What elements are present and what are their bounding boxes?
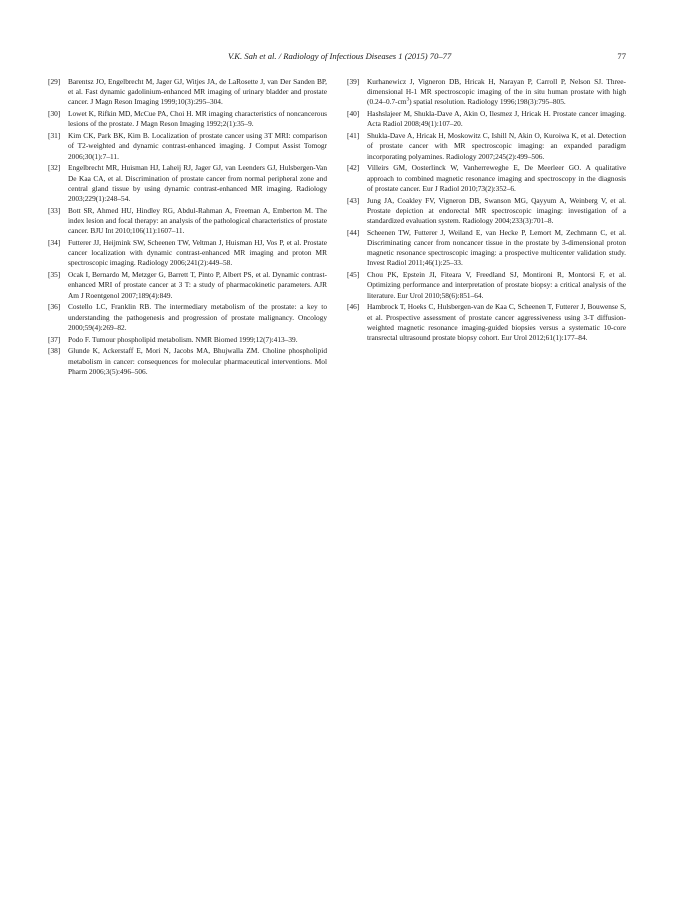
reference-number: [34] [48, 238, 61, 248]
reference-text: Barentsz JO, Engelbrecht M, Jager GJ, Witjes JA, de LaRosette J, van Der Sanden BP, et al. Fast dynamic gadolinium-enhanced MR imaging of urinary bladder and prostate cancer. J Magn Reson Imaging 1999;10(3):295–304. [68, 77, 327, 107]
reference-text: Jung JA, Coakley FV, Vigneron DB, Swanson MG, Qayyum A, Weinberg V, et al. Prostate depiction at endorectal MR spectroscopic imaging: investigation of a standardized evaluation system. Radiology 2004;233(3):701–8. [367, 195, 626, 226]
reference-text: Scheenen TW, Futterer J, Weiland E, van Hecke P, Lemort M, Zechmann C, et al. Discriminating cancer from noncancer tissue in the prostate by 3-dimensional proton magnetic resonance spectroscopic imaging: a prospective multicenter validation study. Invest Radiol 2011;46(1):25–33. [367, 227, 626, 268]
reference-text: Futterer JJ, Heijmink SW, Scheenen TW, Veltman J, Huisman HJ, Vos P, et al. Prostate cancer localization with dynamic contrast-enhanced MR imaging and proton MR spectroscopic imaging. Radiology 2006;241(2):449–58. [68, 238, 327, 268]
reference-text: Shukla-Dave A, Hricak H, Moskowitz C, Ishill N, Akin O, Kuroiwa K, et al. Detection of prostate cancer with MR spectroscopic imaging: an expanded paradigm incorporating polyamines. Radiology 2007;245(2):499–506. [367, 131, 626, 161]
reference-item [48, 163, 327, 204]
reference-text: Costello LC, Franklin RB. The intermediary metabolism of the prostate: a key to understanding the pathogenesis and progression of prostate malignancy. Oncology 2000;59(4):269–82. [68, 302, 327, 332]
reference-number: [44] [347, 227, 360, 237]
reference-number: [32] [48, 163, 61, 173]
reference-text-continued: ) spatial resolution. Radiology 1996;198(3):795–805. [409, 97, 566, 107]
reference-number: [36] [48, 302, 61, 312]
reference-item [347, 196, 626, 227]
reference-item [48, 346, 327, 377]
reference-item [48, 270, 327, 301]
reference-number: [42] [347, 163, 360, 173]
running-header [48, 51, 626, 65]
reference-item [347, 302, 626, 343]
reference-item [48, 109, 327, 129]
reference-number: [40] [347, 109, 360, 119]
reference-item [347, 131, 626, 162]
reference-number: [41] [347, 131, 360, 141]
reference-text: Kim CK, Park BK, Kim B. Localization of prostate cancer using 3T MRI: comparison of T2-weighted and dynamic contrast-enhanced imaging. J Comput Assist Tomogr 2006;30(1):7–11. [68, 131, 327, 161]
reference-text: Villeirs GM, Oosterlinck W, Vanherreweghe E, De Meerleer GO. A qualitative approach to combined magnetic resonance imaging and spectroscopy in the diagnosis of prostate cancer. Eur J Radiol 2010;73(2):352–6. [367, 163, 626, 193]
reference-text: Hambrock T, Hoeks C, Hulsbergen-van de Kaa C, Scheenen T, Futterer J, Bouwense S, et al. Prospective assessment of prostate cancer aggressiveness using 3-T diffusion-weighted magnetic resonance imaging-guided biopsies versus a systematic 10-core transrectal ultrasound prostate biopsy cohort. Eur Urol 2012;61(1):177–84. [367, 302, 626, 343]
reference-number: [45] [347, 270, 360, 280]
reference-item [347, 228, 626, 269]
references-column-right [347, 77, 626, 379]
reference-text: Kurhanewicz J, Vigneron DB, Hricak H, Narayan P, Carroll P, Nelson SJ. Three-dimensional H-1 MR spectroscopic imaging of the in situ human prostate with high (0.24–0.7-cm [367, 77, 626, 107]
page-number: 77 [617, 51, 626, 61]
reference-text: Chou PK, Epstein JI, Fiteara V, Freedland SJ, Montironi R, Montorsi F, et al. Optimizing performance and interpretation of prostate biopsy: a critical analysis of the literature. Eur Urol 2010;58(6):851–64. [367, 270, 626, 300]
reference-text: Podo F. Tumour phospholipid metabolism. NMR Biomed 1999;12(7):413–39. [68, 334, 298, 344]
reference-number: [43] [347, 195, 360, 205]
reference-text: Glunde K, Ackerstaff E, Mori N, Jacobs MA, Bhujwalla ZM. Choline phospholipid metabolism in cancer: consequences for molecular pharmaceutical interventions. Mol Pharm 2006;3(5):496–506. [68, 346, 327, 376]
reference-item [347, 77, 626, 108]
reference-number: [29] [48, 77, 61, 86]
reference-number: [30] [48, 109, 61, 119]
reference-text: Bott SR, Ahmed HU, Hindley RG, Abdul-Rahman A, Freeman A, Emberton M. The index lesion and focal therapy: an analysis of the pathological characteristics of prostate cancer. BJU Int 2010;106(11):1607–11. [68, 205, 327, 236]
reference-item [347, 270, 626, 301]
reference-item [48, 302, 327, 333]
reference-item [48, 77, 327, 108]
running-title: V.K. Sah et al. / Radiology of Infectious Diseases 1 (2015) 70–77 [228, 51, 452, 61]
reference-number: [31] [48, 131, 61, 141]
reference-item [48, 238, 327, 269]
reference-item [48, 335, 327, 345]
superscript: 3 [406, 97, 410, 103]
reference-text: Hashslajeer M, Shukla-Dave A, Akin O, Ilesmez J, Hricak H. Prostate cancer imaging. Acta Radiol 2008;49(1):107–20. [367, 109, 626, 129]
reference-number: [38] [48, 346, 61, 356]
reference-number: [37] [48, 334, 61, 344]
reference-number: [35] [48, 270, 61, 280]
reference-number: [33] [48, 205, 61, 215]
reference-number: [39] [347, 77, 360, 86]
reference-item [48, 206, 327, 237]
reference-number: [46] [347, 302, 360, 312]
reference-item [347, 109, 626, 129]
reference-item [48, 131, 327, 162]
reference-text: Engelbrecht MR, Huisman HJ, Laheij RJ, Jager GJ, van Leenders GJ, Hulsbergen-Van De Kaa CA, et al. Discrimination of prostate cancer from normal peripheral zone and central gland tissue by using dynamic contrast-enhanced MR imaging. Radiology 2003;229(1):248–54. [68, 163, 327, 204]
reference-text: Ocak I, Bernardo M, Metzger G, Barrett T, Pinto P, Albert PS, et al. Dynamic contrast-enhanced MRI of prostate cancer at 3 T: a study of pharmacokinetic parameters. AJR Am J Roentgenol 2007;189(4):849. [68, 270, 327, 300]
references-column-left [48, 77, 327, 379]
reference-text: Lowet K, Rifkin MD, McCue PA, Choi H. MR imaging characteristics of noncancerous lesions of the prostate. J Magn Reson Imaging 1992;2(1):35–9. [68, 109, 327, 129]
references-section [48, 77, 626, 379]
reference-item [347, 163, 626, 194]
